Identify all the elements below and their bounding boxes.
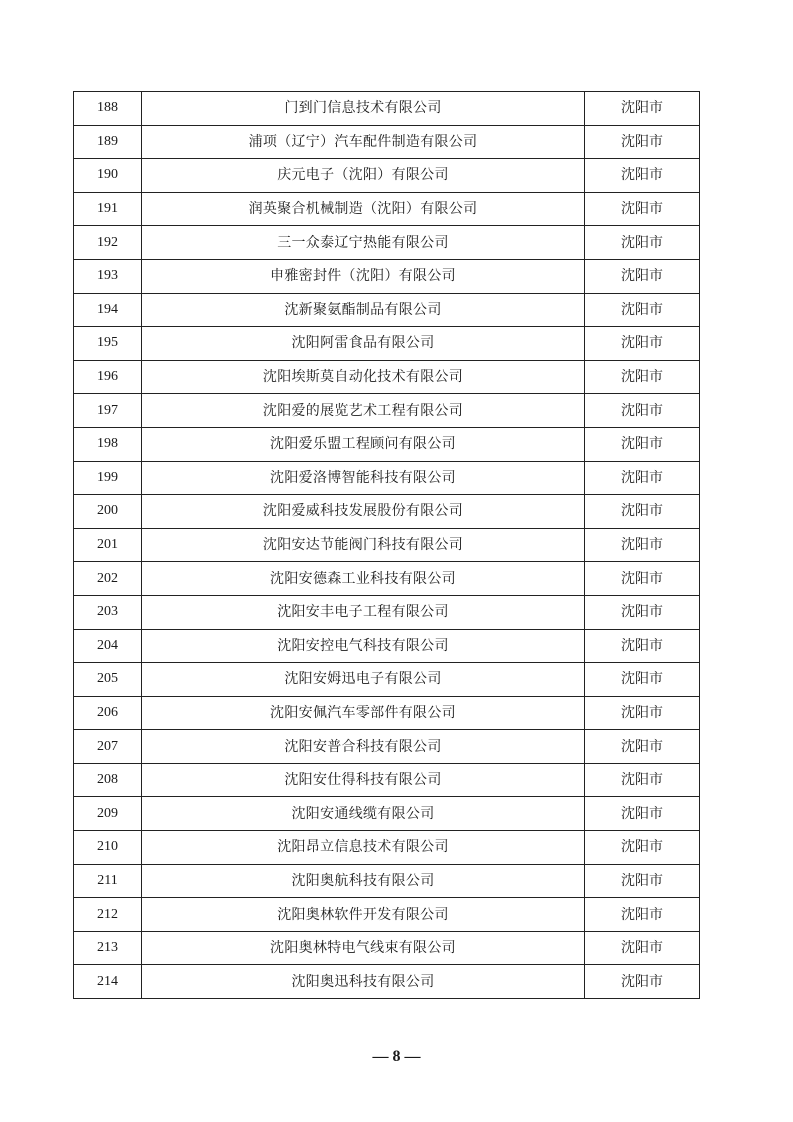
row-number: 206 bbox=[74, 696, 142, 730]
row-number: 193 bbox=[74, 259, 142, 293]
table-row bbox=[74, 394, 700, 428]
table-row bbox=[74, 159, 700, 193]
row-number: 202 bbox=[74, 562, 142, 596]
company-name: 沈阳奥迅科技有限公司 bbox=[142, 965, 585, 999]
company-name: 沈阳安德森工业科技有限公司 bbox=[142, 562, 585, 596]
table-row bbox=[74, 763, 700, 797]
city: 沈阳市 bbox=[585, 898, 700, 932]
row-number: 205 bbox=[74, 663, 142, 697]
company-name: 沈阳爱的展览艺术工程有限公司 bbox=[142, 394, 585, 428]
row-number: 200 bbox=[74, 495, 142, 529]
row-number: 190 bbox=[74, 159, 142, 193]
table-row bbox=[74, 327, 700, 361]
city: 沈阳市 bbox=[585, 259, 700, 293]
row-number: 189 bbox=[74, 125, 142, 159]
city: 沈阳市 bbox=[585, 461, 700, 495]
table-row bbox=[74, 797, 700, 831]
company-name: 沈阳埃斯莫自动化技术有限公司 bbox=[142, 360, 585, 394]
table-row bbox=[74, 495, 700, 529]
table-row bbox=[74, 898, 700, 932]
city: 沈阳市 bbox=[585, 159, 700, 193]
city: 沈阳市 bbox=[585, 663, 700, 697]
row-number: 209 bbox=[74, 797, 142, 831]
city: 沈阳市 bbox=[585, 965, 700, 999]
company-name: 沈阳阿雷食品有限公司 bbox=[142, 327, 585, 361]
city: 沈阳市 bbox=[585, 226, 700, 260]
row-number: 201 bbox=[74, 528, 142, 562]
table-row bbox=[74, 629, 700, 663]
city: 沈阳市 bbox=[585, 931, 700, 965]
table-row bbox=[74, 864, 700, 898]
row-number: 204 bbox=[74, 629, 142, 663]
table-row bbox=[74, 663, 700, 697]
city: 沈阳市 bbox=[585, 831, 700, 865]
company-name: 沈阳爱乐盟工程顾问有限公司 bbox=[142, 427, 585, 461]
table-row bbox=[74, 360, 700, 394]
row-number: 214 bbox=[74, 965, 142, 999]
row-number: 198 bbox=[74, 427, 142, 461]
city: 沈阳市 bbox=[585, 360, 700, 394]
company-name: 沈阳奥航科技有限公司 bbox=[142, 864, 585, 898]
company-name: 沈阳安普合科技有限公司 bbox=[142, 730, 585, 764]
city: 沈阳市 bbox=[585, 763, 700, 797]
company-name: 沈阳爱威科技发展股份有限公司 bbox=[142, 495, 585, 529]
city: 沈阳市 bbox=[585, 495, 700, 529]
row-number: 196 bbox=[74, 360, 142, 394]
company-name: 沈阳昂立信息技术有限公司 bbox=[142, 831, 585, 865]
table-row bbox=[74, 528, 700, 562]
row-number: 210 bbox=[74, 831, 142, 865]
table-row bbox=[74, 92, 700, 126]
company-name: 浦项（辽宁）汽车配件制造有限公司 bbox=[142, 125, 585, 159]
table-row bbox=[74, 427, 700, 461]
company-list-body bbox=[74, 92, 700, 999]
row-number: 195 bbox=[74, 327, 142, 361]
city: 沈阳市 bbox=[585, 730, 700, 764]
company-name: 沈新聚氨酯制品有限公司 bbox=[142, 293, 585, 327]
row-number: 191 bbox=[74, 192, 142, 226]
row-number: 194 bbox=[74, 293, 142, 327]
city: 沈阳市 bbox=[585, 696, 700, 730]
city: 沈阳市 bbox=[585, 394, 700, 428]
table-row bbox=[74, 595, 700, 629]
city: 沈阳市 bbox=[585, 562, 700, 596]
city: 沈阳市 bbox=[585, 797, 700, 831]
row-number: 197 bbox=[74, 394, 142, 428]
company-name: 门到门信息技术有限公司 bbox=[142, 92, 585, 126]
company-name: 润英聚合机械制造（沈阳）有限公司 bbox=[142, 192, 585, 226]
company-name: 三一众泰辽宁热能有限公司 bbox=[142, 226, 585, 260]
row-number: 199 bbox=[74, 461, 142, 495]
company-name: 沈阳安通线缆有限公司 bbox=[142, 797, 585, 831]
row-number: 192 bbox=[74, 226, 142, 260]
row-number: 203 bbox=[74, 595, 142, 629]
table-row bbox=[74, 125, 700, 159]
company-name: 庆元电子（沈阳）有限公司 bbox=[142, 159, 585, 193]
city: 沈阳市 bbox=[585, 192, 700, 226]
page-number: — 8 — bbox=[372, 1048, 421, 1065]
table-row bbox=[74, 562, 700, 596]
city: 沈阳市 bbox=[585, 293, 700, 327]
table-row bbox=[74, 965, 700, 999]
table-row bbox=[74, 226, 700, 260]
company-name: 沈阳安仕得科技有限公司 bbox=[142, 763, 585, 797]
company-name: 沈阳奥林软件开发有限公司 bbox=[142, 898, 585, 932]
city: 沈阳市 bbox=[585, 864, 700, 898]
city: 沈阳市 bbox=[585, 327, 700, 361]
city: 沈阳市 bbox=[585, 595, 700, 629]
city: 沈阳市 bbox=[585, 427, 700, 461]
row-number: 208 bbox=[74, 763, 142, 797]
city: 沈阳市 bbox=[585, 528, 700, 562]
city: 沈阳市 bbox=[585, 629, 700, 663]
city: 沈阳市 bbox=[585, 125, 700, 159]
company-name: 沈阳安佩汽车零部件有限公司 bbox=[142, 696, 585, 730]
table-row bbox=[74, 259, 700, 293]
table-row bbox=[74, 730, 700, 764]
table-row bbox=[74, 461, 700, 495]
row-number: 211 bbox=[74, 864, 142, 898]
company-name: 沈阳安控电气科技有限公司 bbox=[142, 629, 585, 663]
row-number: 212 bbox=[74, 898, 142, 932]
company-list-table bbox=[73, 91, 700, 999]
city: 沈阳市 bbox=[585, 92, 700, 126]
table-row bbox=[74, 293, 700, 327]
row-number: 213 bbox=[74, 931, 142, 965]
table-row bbox=[74, 696, 700, 730]
company-name: 沈阳安达节能阀门科技有限公司 bbox=[142, 528, 585, 562]
table-row bbox=[74, 192, 700, 226]
company-name: 沈阳奥林特电气线束有限公司 bbox=[142, 931, 585, 965]
table-row bbox=[74, 831, 700, 865]
row-number: 207 bbox=[74, 730, 142, 764]
company-name: 申雅密封件（沈阳）有限公司 bbox=[142, 259, 585, 293]
company-name: 沈阳安姆迅电子有限公司 bbox=[142, 663, 585, 697]
row-number: 188 bbox=[74, 92, 142, 126]
company-name: 沈阳安丰电子工程有限公司 bbox=[142, 595, 585, 629]
company-name: 沈阳爱洛博智能科技有限公司 bbox=[142, 461, 585, 495]
table-row bbox=[74, 931, 700, 965]
